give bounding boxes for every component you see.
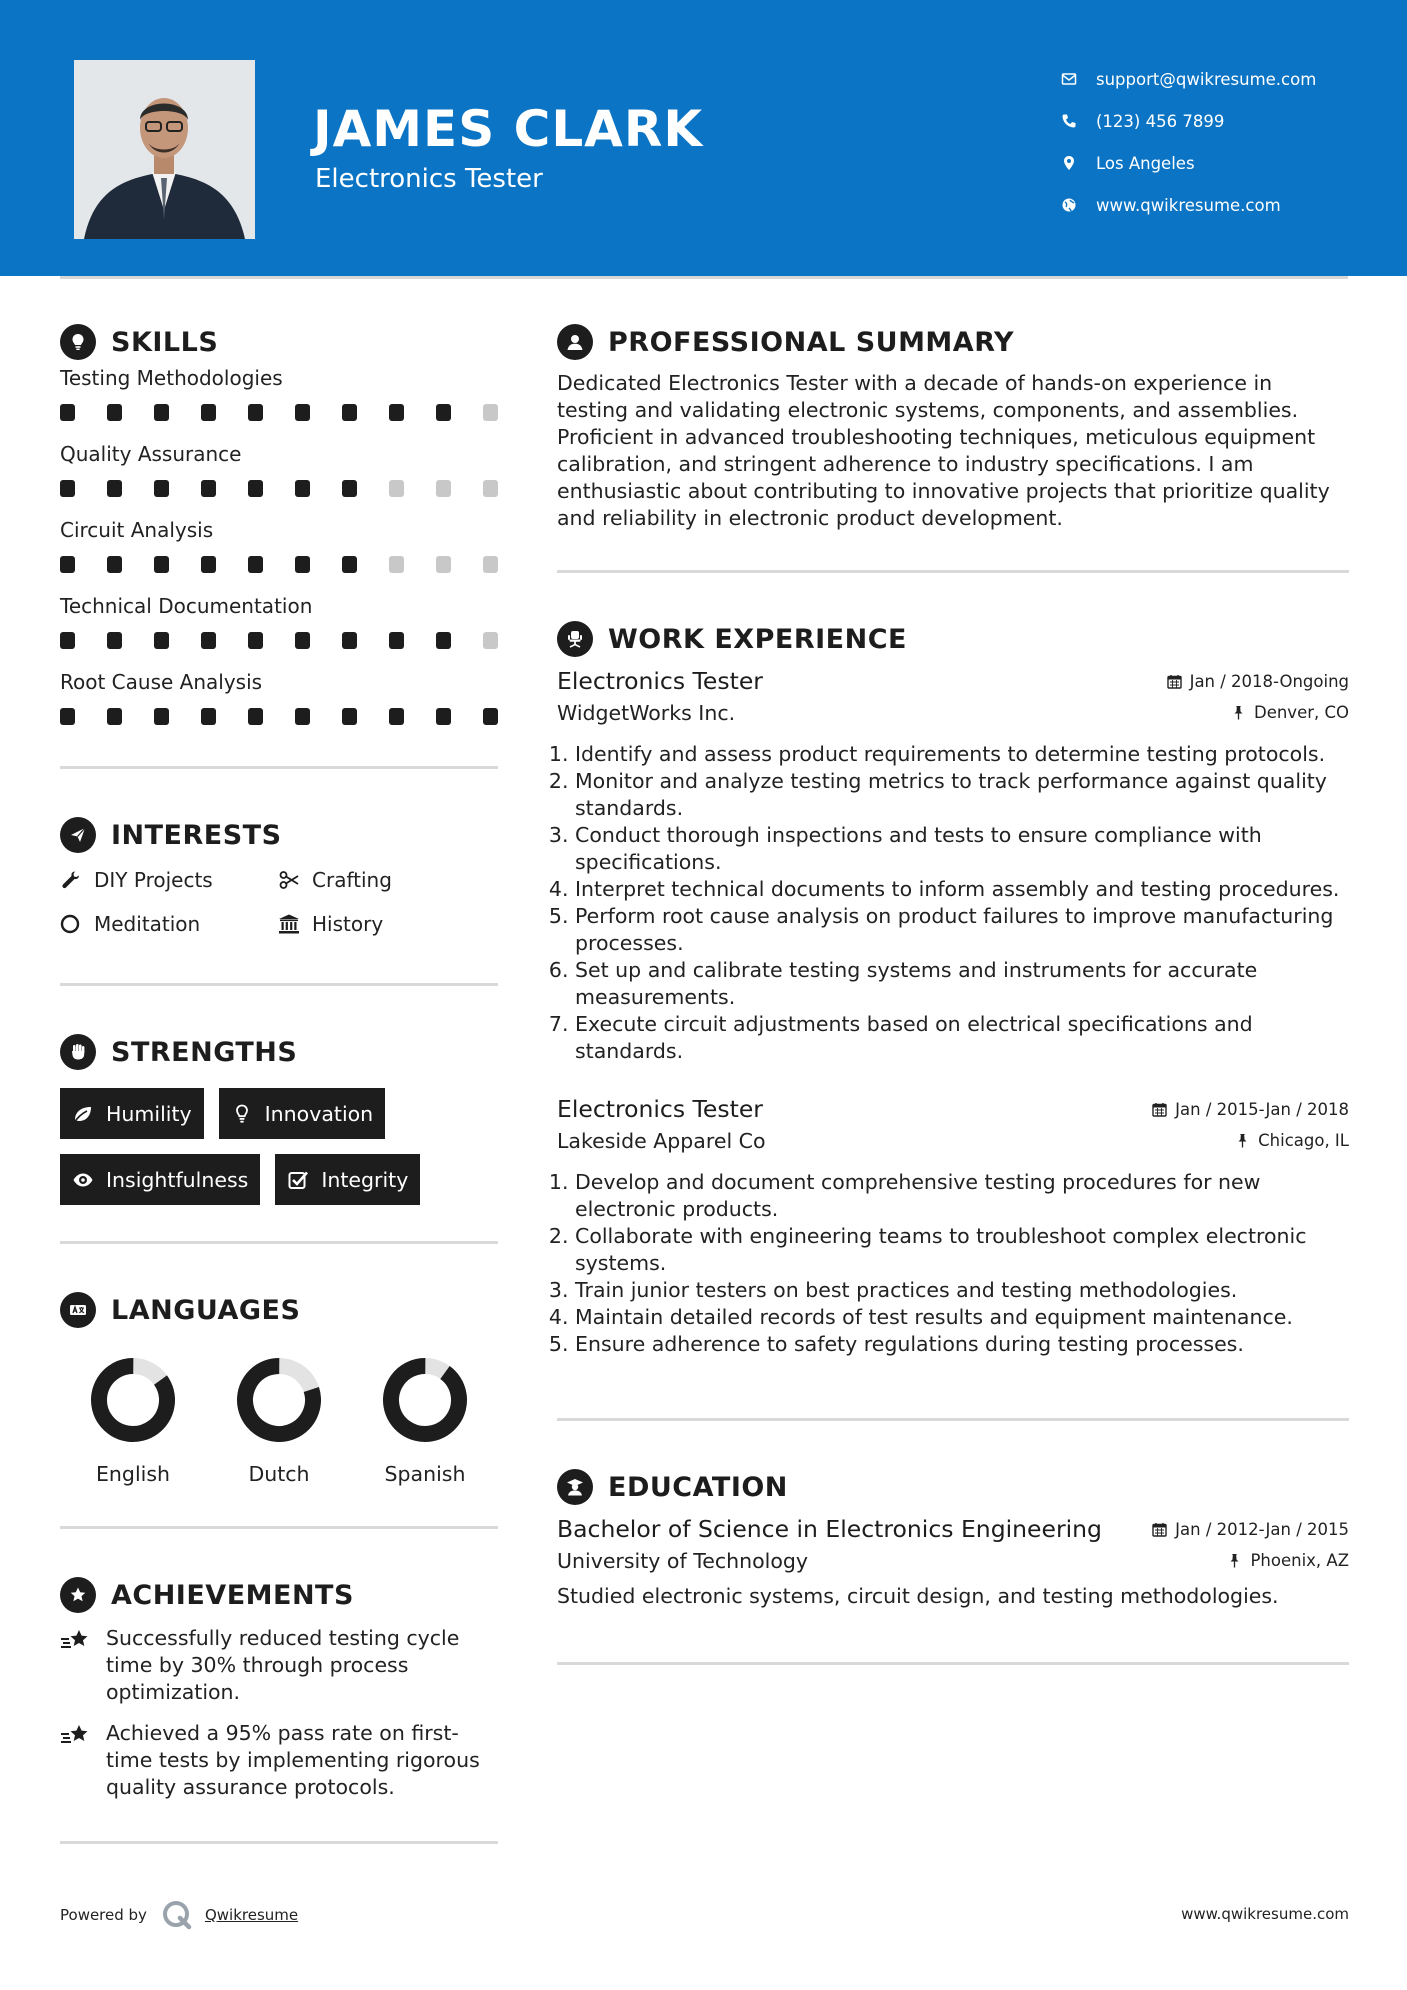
shooting-star-icon [60,1627,92,1655]
rating-dot-filled [436,632,451,649]
envelope-icon [1056,70,1082,88]
interests-title: INTERESTS [111,819,282,851]
rating-dot-filled [154,632,169,649]
rating-dot-filled [248,556,263,573]
rating-dot-empty [483,632,498,649]
duty-item: 3. Conduct thorough inspections and tests to ensure compliance with specifications. [575,822,1349,876]
rating-dot-empty [483,404,498,421]
calendar-icon [1167,674,1182,689]
interest-label: Crafting [312,868,392,892]
degree-title: Bachelor of Science in Electronics Engineering [557,1515,1102,1543]
lightbulb-icon [231,1103,253,1125]
summary-title: PROFESSIONAL SUMMARY [608,326,1015,358]
strengths-divider [60,1241,498,1244]
duty-item: 2. Monitor and analyze testing metrics to track performance against quality standards. [575,768,1349,822]
strength-label: Innovation [264,1101,374,1126]
skill-name: Testing Methodologies [60,366,283,390]
rating-dot-filled [201,708,216,725]
star-badge-icon [60,1577,96,1613]
interest-label: Meditation [94,912,201,936]
strength-tag [60,1154,260,1205]
job-title: Electronics Tester [557,667,763,695]
skills-divider [60,766,498,769]
languages-title: LANGUAGES [111,1294,301,1326]
circle-icon [60,913,82,935]
job-location-text: Denver, CO [1253,703,1349,722]
skill-item [60,668,498,726]
rating-dot-filled [295,556,310,573]
rating-dot-filled [201,404,216,421]
graduate-icon [557,1469,593,1505]
map-pin-icon [1056,154,1082,172]
language-item [60,1356,206,1486]
contact-location [1056,142,1376,184]
achievement-text: Achieved a 95% pass rate on first-time tests by implementing rigorous quality assurance protocols. [106,1721,480,1799]
interest-item [278,867,498,893]
skill-name: Root Cause Analysis [60,670,263,694]
user-circle-icon [557,324,593,360]
rating-dot-filled [60,708,75,725]
summary-text: Dedicated Electronics Tester with a decade of hands-on experience in testing and validating electronic systems, components, and assemblies. Proficient in advanced troubleshooting techniques, meticulous equipment calibration, and stringent adherence to industry specifications. I am enthusiastic about contributing to innovative projects that prioritize quality and reliability in electronic product development. [557,371,1330,530]
rating-dot-empty [483,556,498,573]
eye-icon [72,1169,94,1191]
pushpin-icon [1227,1553,1242,1568]
phone-icon [1056,112,1082,130]
rating-dot-filled [295,632,310,649]
contact-email-text: support@qwikresume.com [1096,69,1317,89]
office-chair-icon [557,621,593,657]
rating-dot-filled [295,708,310,725]
languages-header [60,1288,498,1332]
strength-label: Integrity [321,1167,409,1192]
job-duties [557,741,1349,1065]
qwikresume-link[interactable]: Qwikresume [204,1906,299,1924]
achievements-header [60,1573,498,1617]
contact-website[interactable] [1056,184,1376,226]
skill-rating [60,478,498,498]
summary-header [557,320,1349,364]
rating-dot-filled [342,556,357,573]
education-location-text: Phoenix, AZ [1250,1551,1349,1570]
education-divider [557,1662,1349,1665]
interest-label: DIY Projects [94,868,213,892]
rating-dot-filled [389,632,404,649]
pushpin-icon [1235,1133,1250,1148]
skill-name: Quality Assurance [60,442,242,466]
education-location [1227,1551,1349,1570]
contact-phone[interactable] [1056,100,1376,142]
header-divider [60,276,1348,279]
languages-section [60,1288,498,1529]
skill-item [60,364,498,422]
job-date [1167,672,1349,691]
rating-dot-filled [295,404,310,421]
rating-dot-filled [483,708,498,725]
paper-plane-icon [60,817,96,853]
duty-item: 2. Collaborate with engineering teams to troubleshoot complex electronic systems. [575,1223,1349,1277]
rating-dot-filled [201,480,216,497]
rating-dot-filled [154,480,169,497]
duty-item: 6. Set up and calibrate testing systems and instruments for accurate measurements. [575,957,1349,1011]
calendar-icon [1152,1522,1167,1537]
language-level-ring [235,1356,323,1444]
rating-dot-filled [201,632,216,649]
skills-title: SKILLS [111,326,219,358]
contact-list [1056,58,1376,226]
shooting-star-icon [60,1722,92,1750]
rating-dot-filled [389,708,404,725]
job-location [1235,1131,1349,1150]
check-square-icon [287,1169,309,1191]
lightbulb-icon [60,324,96,360]
museum-icon [278,913,300,935]
rating-dot-filled [60,404,75,421]
job-entry [557,667,1349,1065]
rating-dot-filled [436,708,451,725]
footer-website[interactable]: www.qwikresume.com [1181,1905,1349,1923]
ring-fill [89,1356,177,1444]
rating-dot-filled [342,632,357,649]
rating-dot-filled [107,632,122,649]
rating-dot-filled [342,480,357,497]
rating-dot-filled [342,708,357,725]
strengths-header [60,1030,498,1074]
languages-divider [60,1526,498,1529]
job-location [1231,703,1349,722]
job-title: Electronics Tester [557,1095,763,1123]
language-level-ring [381,1356,469,1444]
rating-dot-filled [248,404,263,421]
rating-dot-empty [389,480,404,497]
interest-item [60,867,278,893]
leaf-icon [72,1103,94,1125]
rating-dot-filled [248,632,263,649]
candidate-name: JAMES CLARK [313,100,704,158]
achievements-divider [60,1841,498,1844]
education-title: EDUCATION [608,1471,788,1503]
skill-rating [60,402,498,422]
rating-dot-filled [60,632,75,649]
strengths-section [60,1030,498,1244]
rating-dot-filled [295,480,310,497]
left-column [60,320,498,1844]
summary-divider [557,570,1349,573]
job-date-text: Jan / 2018-Ongoing [1189,672,1349,691]
experience-divider [557,1418,1349,1421]
contact-phone-text: (123) 456 7899 [1096,111,1225,131]
duty-item: 1. Develop and document comprehensive testing procedures for new electronic products. [575,1169,1349,1223]
job-date-text: Jan / 2015-Jan / 2018 [1175,1100,1349,1119]
skill-rating [60,630,498,650]
strengths-title: STRENGTHS [111,1036,298,1068]
achievement-item [60,1720,498,1801]
achievements-title: ACHIEVEMENTS [111,1579,354,1611]
rating-dot-empty [483,480,498,497]
interest-item [60,911,278,937]
duty-item: 5. Perform root cause analysis on product failures to improve manufacturing processes. [575,903,1349,957]
job-duties [557,1169,1349,1358]
rating-dot-filled [342,404,357,421]
languages-list [60,1356,498,1486]
skill-rating [60,554,498,574]
interests-section [60,813,498,986]
calendar-icon [1152,1102,1167,1117]
language-item [206,1356,352,1486]
duty-item: 7. Execute circuit adjustments based on electrical specifications and standards. [575,1011,1349,1065]
contact-location-text: Los Angeles [1096,153,1195,173]
rating-dot-filled [154,708,169,725]
wrench-icon [60,869,82,891]
skill-item [60,516,498,574]
resume-header [0,0,1407,276]
strength-tag [60,1088,204,1139]
education-entry [557,1515,1349,1610]
rating-dot-filled [107,404,122,421]
skill-item [60,592,498,650]
language-name: Dutch [248,1462,310,1486]
experience-title: WORK EXPERIENCE [608,623,907,655]
job-entry [557,1095,1349,1358]
achievement-text: Successfully reduced testing cycle time by 30% through process optimization. [106,1626,460,1704]
interests-list [60,867,498,937]
strength-label: Humility [106,1101,192,1126]
language-name: English [95,1462,171,1486]
skill-name: Circuit Analysis [60,518,214,542]
achievements-section [60,1573,498,1844]
language-name: Spanish [384,1462,466,1486]
skills-list [60,364,498,726]
skill-name: Technical Documentation [60,594,313,618]
rating-dot-empty [436,480,451,497]
job-company: Lakeside Apparel Co [557,1129,766,1153]
rating-dot-empty [436,556,451,573]
ring-fill [236,1357,322,1443]
education-description: Studied electronic systems, circuit design, and testing methodologies. [557,1584,1279,1608]
qwikresume-logo-icon [161,1899,193,1931]
duty-item: 3. Train junior testers on best practices and testing methodologies. [575,1277,1349,1304]
person-portrait-icon [74,60,255,239]
rating-dot-filled [154,556,169,573]
interests-divider [60,983,498,986]
contact-email[interactable] [1056,58,1376,100]
right-column [557,320,1349,1665]
skill-item [60,440,498,498]
footer-branding [60,1897,298,1933]
rating-dot-filled [248,708,263,725]
strength-tag [275,1154,420,1205]
rating-dot-empty [389,556,404,573]
rating-dot-filled [60,480,75,497]
rating-dot-filled [201,556,216,573]
summary-section [557,320,1349,573]
profile-photo [74,60,255,239]
rating-dot-filled [154,404,169,421]
duty-item: 4. Maintain detailed records of test results and equipment maintenance. [575,1304,1349,1331]
job-date [1152,1100,1349,1119]
ring-fill [381,1356,469,1444]
rating-dot-filled [248,480,263,497]
interests-header [60,813,498,857]
experience-header [557,617,1349,661]
experience-section [557,617,1349,1421]
skills-section [60,320,498,769]
strength-label: Insightfulness [106,1167,249,1192]
rating-dot-filled [60,556,75,573]
school-name: University of Technology [557,1549,809,1573]
language-level-ring [89,1356,177,1444]
education-header [557,1465,1349,1509]
education-date-text: Jan / 2012-Jan / 2015 [1175,1520,1349,1539]
duty-item: 4. Interpret technical documents to inform assembly and testing procedures. [575,876,1349,903]
duty-item: 5. Ensure adherence to safety regulations during testing processes. [575,1331,1349,1358]
language-icon [60,1292,96,1328]
education-date [1152,1520,1349,1539]
rating-dot-filled [107,556,122,573]
powered-by-text: Powered by [60,1906,147,1924]
duty-item: 1. Identify and assess product requirements to determine testing protocols. [575,741,1349,768]
strength-tag [219,1088,386,1139]
skills-header [60,320,498,364]
candidate-title: Electronics Tester [315,164,543,194]
achievement-item [60,1625,498,1706]
interest-label: History [312,912,384,936]
job-location-text: Chicago, IL [1258,1131,1349,1150]
rating-dot-filled [389,404,404,421]
education-section [557,1465,1349,1665]
contact-website-text: www.qwikresume.com [1096,195,1281,215]
fist-icon [60,1034,96,1070]
skill-rating [60,706,498,726]
pushpin-icon [1231,705,1246,720]
interest-item [278,911,498,937]
rating-dot-filled [107,708,122,725]
globe-icon [1056,196,1082,214]
scissors-icon [278,869,300,891]
rating-dot-filled [107,480,122,497]
strengths-list [60,1088,498,1205]
job-company: WidgetWorks Inc. [557,701,736,725]
language-item [352,1356,498,1486]
rating-dot-filled [436,404,451,421]
